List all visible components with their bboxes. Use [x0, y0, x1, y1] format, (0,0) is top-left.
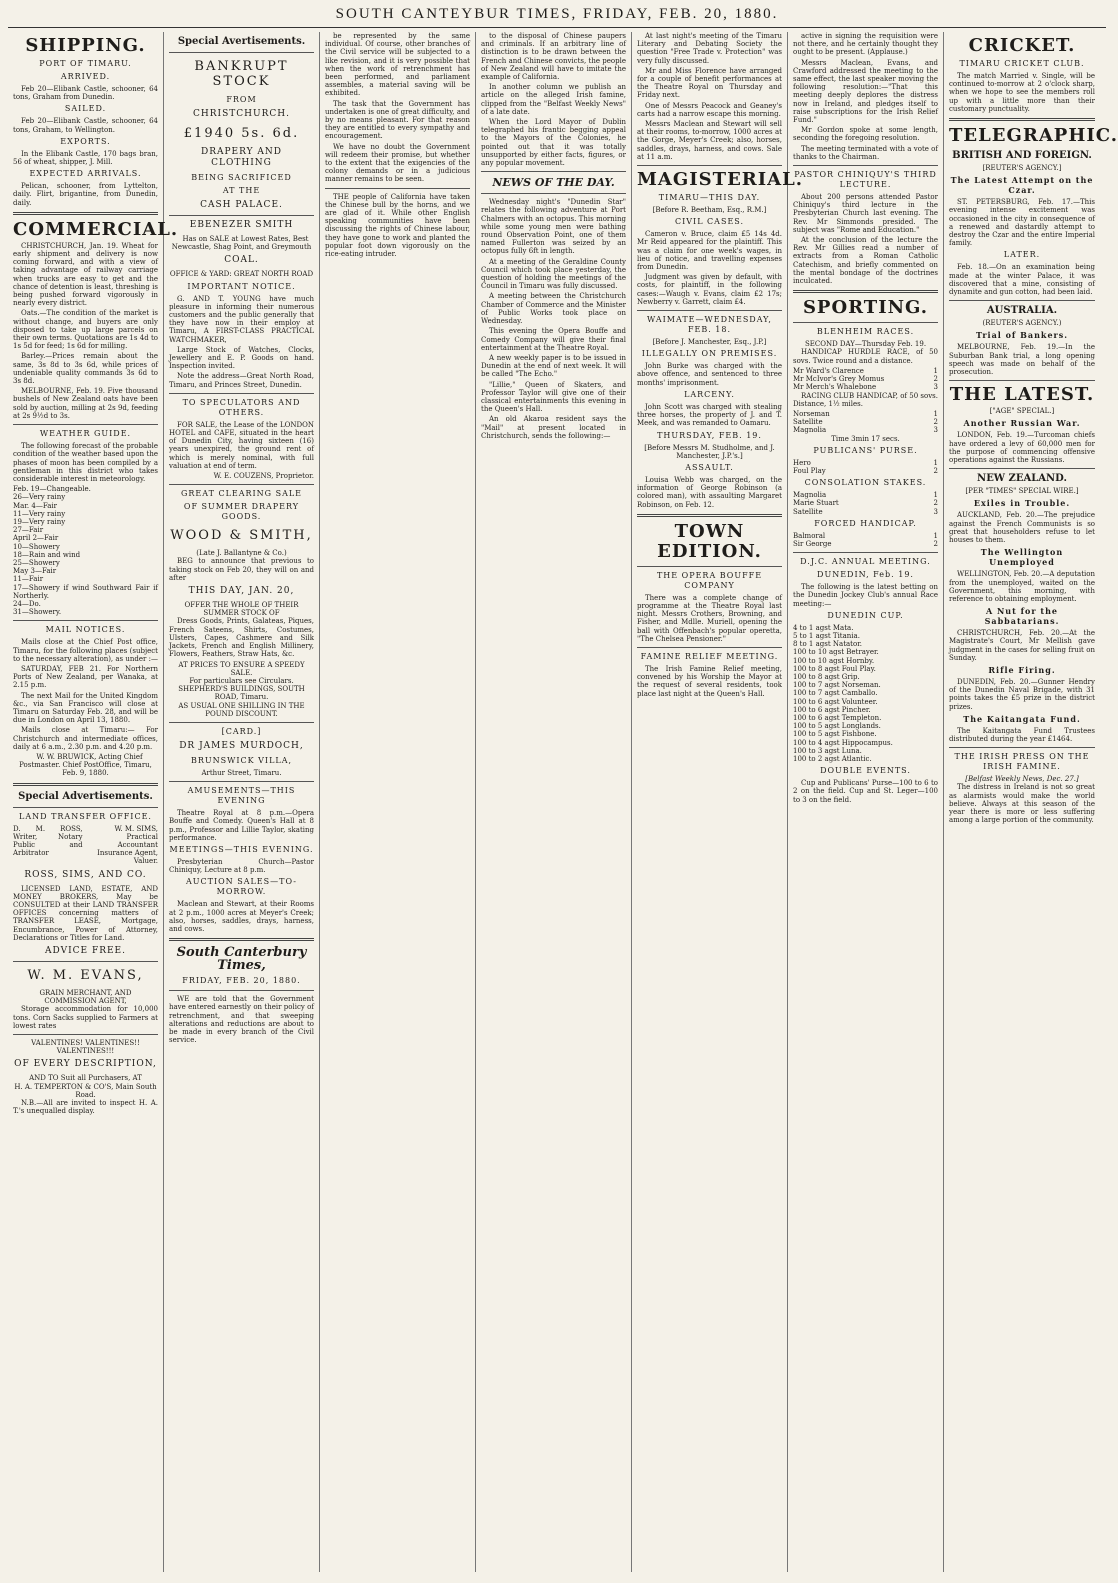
forced-results	[793, 532, 938, 548]
betting-item: 4 to 1 agst Mata.	[793, 623, 854, 632]
betting-list	[793, 624, 938, 763]
particulars: For particulars see Circulars.	[189, 676, 294, 685]
summer-drapery: OF SUMMER DRAPERY GOODS.	[183, 502, 300, 522]
djc-dateline: DUNEDIN, Feb. 19.	[817, 570, 914, 580]
mail-paragraph: Mails close at the Chief Post office, Timaru, for the following places (subject to the necessary alteration), as under :—	[13, 638, 158, 663]
weather-item: 11—Very rainy	[13, 509, 66, 518]
telegraphic-heading: TELEGRAPHIC.	[949, 125, 1118, 147]
article-paragraph: to the disposal of Chinese paupers and criminals. If an arbitrary line of distinction is to be drawn between the French and Chinese convicts, the people of New Zealand will have to imitate the example of California.	[481, 32, 626, 82]
article-paragraph: At last night's meeting of the Timaru Literary and Debating Society the question "Free Trade v. Protection" was very fully discussed.	[637, 32, 782, 65]
magisterial-paragraph: Cameron v. Bruce, claim £5 14s 4d. Mr Reid appeared for the plaintiff. This was a claim for one week's wages, in lieu of notice, and travelling expenses from Dunedin.	[637, 230, 782, 272]
ross-sims-paragraph: LICENSED LAND, ESTATE, AND MONEY BROKERS, May be CONSULTED at their LAND TRANSFER OFFICES concerning matters of TRANSFER LEASE, Mortgage, Encumbrance, Power of Attorney, Declarations or Titles for Land.	[13, 884, 158, 942]
betting-item: 100 to 2 agst Atlantic.	[793, 755, 872, 763]
dunedin-cup: DUNEDIN CUP.	[827, 610, 904, 620]
forced-heading: FORCED HANDICAP.	[814, 518, 917, 528]
irish-press-heading: THE IRISH PRESS ON THE IRISH FAMINE.	[954, 752, 1090, 772]
pastor-paragraph: At the conclusion of the lecture the Rev. Mr Gillies read a number of extracts from a Roman Catholic Catechism, and briefly commented on the mental bondage of the doctrines inculcated.	[793, 236, 938, 286]
paper-title: South Canterbury Times,	[176, 945, 307, 974]
news-paragraph: This evening the Opera Bouffe and Comedy Company will give their final entertainment at the Theatre Royal.	[481, 327, 626, 352]
valentines-heading: VALENTINES! VALENTINES!! VALENTINES!!!	[31, 1039, 140, 1056]
arrived-label: ARRIVED.	[60, 72, 111, 81]
drapery-label: DRAPERY AND CLOTHING	[200, 147, 282, 168]
expected-label: EXPECTED ARRIVALS.	[29, 169, 142, 179]
amusements-paragraph: Theatre Royal at 8 p.m.—Opera Bouffe and Comedy. Queen's Hall at 8 p.m., Professor and Lillie Taylor, skating performance.	[169, 809, 314, 842]
thursday-paragraph: Louisa Webb was charged, on the information of George Robinson (a colored man), with assaulting Margaret Robinson, on Feb. 12.	[637, 475, 782, 509]
waimate-heading: WAIMATE—WEDNESDAY, FEB. 18.	[647, 315, 772, 335]
sailed-label: SAILED.	[64, 104, 107, 114]
news-paragraph: Wednesday night's "Dunedin Star" relates the following adventure at Port Chalmers with an octopus. This morning while some young men were bathing round Observation Point, one of them named Fullerton was seized by an octopus fully 6ft in length.	[481, 198, 626, 256]
betting-item: 100 to 5 agst Longlands.	[793, 722, 881, 731]
placing: 1	[933, 366, 938, 375]
expected-text: Pelican, schooner, from Lyttelton, daily. Flirt, brigantine, from Dunedin, daily.	[13, 182, 158, 207]
commercial-heading: COMMERCIAL.	[13, 218, 179, 240]
weather-item: Feb. 19—Changeable.	[13, 485, 91, 494]
news-paragraph: At a meeting of the Geraldine County Council which took place yesterday, the question of holding the meetings of the Council in Timaru was fully discussed.	[481, 257, 626, 291]
weather-list	[13, 485, 158, 616]
brunswick-villa: BRUNSWICK VILLA,	[190, 755, 293, 765]
mail-paragraph: The next Mail for the United Kingdom &c., via San Francisco will close at Timaru on Saturday Feb. 28, and will be due in London on April 13, 1880.	[13, 691, 158, 725]
magisterial-paragraph: Judgment was given by default, with costs, for plaintiff, in the following cases:—Waugh v. Evans, claim £2 17s; Newberry v. Garrett, claim £4.	[637, 273, 782, 306]
arthur-street: Arthur Street, Timaru.	[201, 768, 282, 777]
article-paragraph: In another column we publish an article on the alleged Irish famine, clipped from the "Belfast Weekly News" of a late date.	[481, 83, 626, 116]
horse-name: Mr McIvor's Grey Momus	[793, 375, 885, 384]
special-ads-heading: Special Avertisements.	[177, 36, 306, 47]
every-description: OF EVERY DESCRIPTION,	[14, 1059, 157, 1070]
news-paragraph: An old Akaroa resident says the "Mail" at present located in Christchurch, sends the following:—	[481, 415, 626, 440]
weather-item: 26—Very rainy	[13, 493, 66, 502]
commercial-paragraph: MELBOURNE, Feb. 19. Five thousand bushels of New Zealand oats have been sold by auction, milling at 2s 9d, feeding at 2s 9½d to 3s.	[13, 387, 158, 420]
port-heading: PORT OF TIMARU.	[39, 59, 132, 68]
age-special: ["AGE" SPECIAL.]	[989, 407, 1055, 416]
divider	[481, 193, 626, 194]
divider	[13, 424, 158, 425]
leader-paragraph: THE people of California have taken the Chinese bull by the horns, and we are glad of it. While other English speaking communities have been discussing the rights of Chinese labour, they have gone to work and planted the popular foot down vigorously on the rice-eating intruder.	[325, 192, 470, 259]
horse-name: Sir George	[793, 539, 832, 548]
cricket-subheading: TIMARU CRICKET CLUB.	[959, 59, 1085, 68]
divider	[637, 566, 782, 567]
divider	[169, 215, 314, 216]
article-paragraph: Mr and Miss Florence have arranged for a couple of benefit performances at the Theatre Royal on Thursday and Friday next.	[637, 66, 782, 100]
article-paragraph: One of Messrs Peacock and Geaney's carts had a narrow escape this morning.	[637, 101, 782, 118]
betting-item: 100 to 10 agst Betrayer.	[793, 648, 879, 657]
hurdle-results	[793, 367, 938, 392]
cash-palace: CASH PALACE.	[200, 200, 283, 210]
card-label: [CARD.]	[221, 726, 262, 736]
ross-sims-heading: ROSS, SIMS, AND CO.	[24, 869, 147, 880]
young-paragraph: Large Stock of Watches, Clocks, Jewellery and E. P. Goods on hand. Inspection invited.	[169, 345, 314, 371]
race-result-row	[793, 467, 938, 475]
land-left: D. M. ROSS, Writer, Notary Public and Arbitrator	[13, 824, 83, 858]
amusements-heading: AMUSEMENTS—THIS EVENING	[187, 786, 296, 806]
placing: 3	[933, 383, 938, 392]
betting-item: 100 to 4 agst Hippocampus.	[793, 738, 893, 747]
magisterial-before: [Before R. Beetham, Esq., R.M.]	[652, 206, 767, 215]
race-result-row	[793, 426, 938, 434]
kaitangata-paragraph: The Kaitangata Fund Trustees distributed during the year £1464.	[949, 726, 1095, 743]
column-7	[944, 32, 1118, 1572]
race-result-row	[793, 532, 938, 540]
shilling-discount: AS USUAL ONE SHILLING IN THE POUND DISCOUNT.	[178, 701, 305, 718]
article-paragraph: Mr Gordon spoke at some length, seconding the foregoing resolution.	[793, 126, 938, 143]
mail-heading: MAIL NOTICES.	[45, 625, 126, 635]
unemployed-heading: The Wellington Unemployed	[980, 547, 1064, 568]
betting-item: 5 to 1 agst Titania.	[793, 631, 860, 640]
race-result-row	[793, 499, 938, 507]
article-paragraph: Messrs Maclean, Evans, and Crawford addressed the meeting to the same effect, the last speaker moving the following resolution:—"That this meeting deeply deplores the distress now in Ireland, and pledges itself to raise subscriptions for the Irish Relief Fund."	[793, 58, 938, 125]
kaitangata-heading: The Kaitangata Fund.	[963, 713, 1081, 724]
race-time: Time 3min 17 secs.	[831, 434, 900, 443]
belfast-source: [Belfast Weekly News, Dec. 27.]	[965, 775, 1079, 784]
consolation-results	[793, 491, 938, 516]
placing: 3	[933, 426, 938, 435]
news-paragraph: A meeting between the Christchurch Chamber of Commerce and the Minister of Public Works took place on Wednesday.	[481, 292, 626, 326]
leader-paragraph: WE are told that the Government have entered earnestly on their policy of retrenchment, and that sweeping alterations and reductions are about to be made in every branch of the Civil service.	[169, 995, 314, 1045]
mail-paragraph: Mails close at Timaru:— For Christchurch and intermediate offices, daily at 6 a.m., 2.30 p.m. and 4.20 p.m.	[13, 726, 158, 751]
divider	[325, 188, 470, 189]
evans-paragraph: Storage accommodation for 10,000 tons. Corn Sacks supplied to Farmers at lowest rates	[13, 1005, 158, 1030]
pastor-paragraph: About 200 persons attended Pastor Chiniquy's third lecture in the Presbyterian Church last evening. The Rev. Mr Simmonds presided. The subject was "Rome and Education."	[793, 193, 938, 234]
meetings-paragraph: Presbyterian Church—Pastor Chiniquy, Lecture at 8 p.m.	[169, 857, 314, 875]
offer-label: OFFER THE WHOLE OF THEIR SUMMER STOCK OF	[184, 601, 299, 618]
weather-paragraph: The following forecast of the probable condition of the weather based upon the phases of moon has been compiled by a gentleman in this district who takes considerable interest in meteorology.	[13, 442, 158, 483]
divider	[169, 52, 314, 53]
weather-item: 27—Fair	[13, 526, 44, 535]
news-paragraph: "Lillie," Queen of Skaters, and Professor Taylor will give one of their classical entertainments this evening in the Queen's Hall.	[481, 380, 626, 414]
exports-text: In the Elibank Castle, 170 bags bran, 56 of wheat, shipper, J. Mill.	[13, 149, 158, 167]
divider	[13, 620, 158, 621]
divider	[949, 300, 1095, 301]
divider	[637, 310, 782, 311]
weather-heading: WEATHER GUIDE.	[39, 429, 132, 439]
divider	[793, 290, 938, 293]
clearing-sale: GREAT CLEARING SALE	[180, 489, 303, 499]
russian-paragraph: LONDON, Feb. 19.—Turcoman chiefs have ordered a levy of 60,000 men for the purpose of commencing offensive operations against the Russians.	[949, 431, 1095, 465]
placing: 1	[933, 531, 938, 540]
pastor-heading: PASTOR CHINIQUY'S THIRD LECTURE.	[794, 170, 937, 190]
exports-label: EXPORTS.	[60, 136, 111, 146]
suit-purchasers: AND TO Suit all Purchasers, AT	[29, 1074, 142, 1083]
civil-cases: CIVIL CASES.	[674, 217, 745, 227]
goods-paragraph: Dress Goods, Prints, Galateas, Piques, French Sateens, Shirts, Costumes, Ulsters, Capes, Cashmere and Silk Jackets, French and English Millinery, Flowers, Feathers, Straw Hats, &c.	[169, 617, 314, 659]
mail-paragraph: SATURDAY, FEB 21. For Northern Ports of New Zealand, per Wanaka, at 2.15 p.m.	[13, 664, 158, 690]
czar-paragraph: ST. PETERSBURG, Feb. 17.—This evening intense excitement was occasioned in the city in consequence of a renewed and dastardly attempt to destroy the Czar and the entire Imperial family.	[949, 198, 1095, 248]
consolation-heading: CONSOLATION STAKES.	[804, 478, 927, 488]
auction-heading: AUCTION SALES—TO-MORROW.	[185, 877, 298, 897]
divider	[637, 165, 782, 166]
amount: £1940 5s. 6d.	[183, 126, 300, 141]
race-result-row	[793, 491, 938, 499]
race-result-row	[793, 508, 938, 516]
bankrupt-stock: BANKRUPT STOCK	[194, 59, 289, 89]
betting-item: 100 to 7 agst Camballo.	[793, 689, 878, 698]
divider	[949, 468, 1095, 469]
opera-heading: THE OPERA BOUFFE COMPANY	[656, 570, 763, 590]
divider	[637, 514, 782, 517]
divider	[637, 647, 782, 648]
betting-item: 100 to 8 agst Foul Play.	[793, 664, 876, 673]
placing: 2	[933, 466, 938, 475]
race-result-row	[793, 459, 938, 467]
race-result-row	[793, 383, 938, 391]
betting-item: 100 to 10 agst Hornby.	[793, 656, 875, 665]
famine-paragraph: The Irish Famine Relief meeting, convened by his Worship the Mayor at the request of several residents, took place last night at the Queen's Hall.	[637, 664, 782, 698]
sabbatarians-paragraph: CHRISTCHURCH, Feb. 20.—At the Magistrate's Court, Mr Mellish gave judgment in the cases for selling fruit on Sunday.	[949, 629, 1095, 662]
bankers-paragraph: MELBOURNE, Feb. 19.—In the Suburban Bank trial, a long opening speech was made on behalf of the prosecution.	[949, 343, 1095, 377]
land-transfer-heading: LAND TRANSFER OFFICE.	[19, 811, 152, 821]
sabbatarians-heading: A Nut for the Sabbatarians.	[984, 606, 1060, 627]
news-paragraph: A new weekly paper is to be issued in Dunedin at the end of next week. It will be called "The Echo."	[481, 353, 626, 379]
betting-item: 100 to 5 agst Fishbone.	[793, 730, 877, 739]
horse-name: Mr Merch's Whalebone	[793, 383, 877, 392]
sporting-heading: SPORTING.	[802, 297, 929, 319]
land-transfer-names	[13, 825, 158, 866]
cricket-paragraph: The match Married v. Single, will be continued to-morrow at 2 o'clock sharp, when we hope to see the members roll up with a little more than their customary punctuality.	[949, 72, 1095, 113]
being-sacrificed: BEING SACRIFICED	[191, 173, 292, 182]
leader-paragraph: We have no doubt the Government will redeem their promise, but whether to the extent that the exigencies of the colony demands or in a judicious manner remains to be seen.	[325, 142, 470, 184]
horse-name: Mr Ward's Clarence	[793, 366, 864, 375]
divider	[169, 393, 314, 394]
race-result-row	[793, 367, 938, 375]
weather-item: 17—Showery if wind Southward Fair if Northerly.	[13, 583, 158, 600]
important-notice: IMPORTANT NOTICE.	[187, 281, 296, 291]
placing: 3	[933, 507, 938, 516]
paper-date: FRIDAY, FEB. 20, 1880.	[182, 976, 301, 986]
race-result-row	[793, 410, 938, 418]
divider	[949, 118, 1095, 121]
russian-heading: Another Russian War.	[963, 418, 1081, 429]
divider	[13, 212, 158, 215]
columns	[8, 32, 1118, 1572]
club-handicap: RACING CLUB HANDICAP, of 50 sovs. Distance, 1½ miles.	[793, 391, 938, 408]
blenheim-heading: BLENHEIM RACES.	[816, 327, 915, 337]
magisterial-heading: MAGISTERIAL.	[637, 169, 804, 191]
weather-item: April 2—Fair	[13, 534, 59, 543]
commercial-paragraph: Barley.—Prices remain about the same, 3s 8d to 3s 6d, while prices of undeniable quality commands 3s 6d to 3s 8d.	[13, 352, 158, 386]
couzens-signature: W. E. COUZENS, Proprietor.	[213, 472, 314, 481]
nz-heading: NEW ZEALAND.	[977, 473, 1067, 485]
weather-item: 10—Showery	[13, 542, 60, 551]
article-paragraph: Messrs Maclean and Stewart will sell at their rooms, to-morrow, 1000 acres at the Gorge, Meyer's Creek; also, horses, saddles, drays, harness, and cows. Sale at 11 a.m.	[637, 120, 782, 161]
exiles-heading: Exiles in Trouble.	[973, 498, 1071, 509]
race-result-row	[793, 418, 938, 426]
famine-heading: FAMINE RELIEF MEETING.	[640, 651, 779, 661]
betting-item: 8 to 1 agst Natator.	[793, 640, 863, 649]
horse-name: Magnolia	[793, 491, 827, 500]
wood-smith-heading: WOOD & SMITH,	[170, 528, 313, 544]
weather-item: 19—Very rainy	[13, 517, 66, 526]
column-4	[476, 32, 632, 1572]
divider	[949, 747, 1095, 748]
sailed-text: Feb 20—Elibank Castle, schooner, 64 tons, Graham, to Wellington.	[13, 117, 158, 134]
smith-heading: EBENEZER SMITH	[189, 220, 294, 230]
opera-paragraph: There was a complete change of programme at the Theatre Royal last night. Messrs Crothers, Browning, and Fisher, and Mdlle. Muriell, opening the ball with Offenbach's popular operetta, "The Chelsea Pensioner."	[637, 593, 782, 643]
shipping-heading: SHIPPING.	[25, 35, 146, 56]
per-times: [PER "TIMES" SPECIAL WIRE.]	[965, 487, 1079, 496]
later-heading: LATER.	[1003, 250, 1041, 260]
meetings-heading: MEETINGS—THIS EVENING.	[169, 844, 314, 854]
divider	[949, 380, 1095, 381]
thursday-heading: THURSDAY, FEB. 19.	[657, 430, 762, 440]
divider	[13, 807, 158, 808]
djc-heading: D.J.C. ANNUAL MEETING.	[800, 557, 931, 567]
larceny-heading: LARCENY.	[684, 389, 735, 399]
column-1	[8, 32, 179, 1572]
weather-item: May 3—Fair	[13, 567, 57, 576]
race-result-row	[793, 375, 938, 383]
rifle-paragraph: DUNEDIN, Feb. 20.—Gunner Hendry of the Dunedin Naval Brigade, with 31 points takes the £5 prize in the district prizes.	[949, 677, 1095, 711]
rifle-heading: Rifle Firing.	[988, 664, 1056, 675]
illegal-heading: ILLEGALLY ON PREMISES.	[641, 349, 778, 359]
australia-heading: AUSTRALIA.	[986, 305, 1058, 317]
waimate-paragraph: John Burke was charged with the above offence, and sentenced to three months' imprisonment.	[637, 362, 782, 387]
weather-item: 18—Rain and wind	[13, 550, 81, 559]
wood-smith-paragraph: BEG to announce that previous to taking stock on Feb 20, they will on and after	[169, 557, 314, 582]
horse-name: Balmoral	[793, 531, 826, 540]
divider	[13, 961, 158, 962]
placing: 1	[933, 409, 938, 418]
publicans-results	[793, 459, 938, 475]
masthead: SOUTH CANTEYBUR TIMES, FRIDAY, FEB. 20, 1880.	[8, 6, 1106, 28]
betting-item: 100 to 6 agst Templeton.	[793, 713, 882, 722]
speculators-heading: TO SPECULATORS AND OTHERS.	[182, 397, 301, 417]
placing: 1	[933, 491, 938, 500]
bankers-heading: Trial of Bankers.	[975, 330, 1069, 341]
leader-paragraph: be represented by the same individual. Of course, other branches of the Civil service will be subjected to a like revision, and it is very possible that when the work of retrenchment has been performed, and parliament assembles, a material saving will be exhibited.	[325, 32, 470, 98]
placing: 2	[933, 539, 938, 548]
second-day: SECOND DAY—Thursday Feb. 19.	[804, 340, 927, 349]
cricket-heading: CRICKET.	[968, 35, 1076, 56]
young-paragraph: G. AND T. YOUNG have much pleasure in informing their numerous customers and the public generally that they have now in their employ at Timaru, A FIRST-CLASS PRACTICAL WATCHMAKER,	[169, 294, 314, 344]
article-paragraph: active in signing the requisition were not there, and he certainly thought they ought to be present. (Applause.)	[793, 32, 938, 57]
divider	[793, 322, 938, 323]
weather-item: 25—Showery	[13, 558, 60, 567]
town-edition-heading: TOWN EDITION.	[657, 520, 762, 562]
divider	[793, 552, 938, 553]
horse-name: Marie Stuart	[793, 499, 839, 508]
djc-paragraph: The following is the latest betting on the Dunedin Jockey Club's annual Race meeting:—	[793, 583, 938, 608]
waimate-paragraph: John Scott was charged with stealing three horses, the property of J. and T. Meek, and was remanded to Oamaru.	[637, 402, 782, 428]
irish-paragraph: The distress in Ireland is not so great as alarmists would make the world believe. Always at this season of the year there is more or less suffering among a large portion of the community.	[949, 783, 1095, 825]
commercial-paragraph: CHRISTCHURCH, Jan. 19. Wheat for early shipment and delivery is now coming forward, and with a view of taking advantage of railway carriage when trucks are easy to get and the chance of detention is least, threshing is being pushed forward vigorously in nearly every district.	[13, 241, 158, 308]
reuters-label: (REUTER'S AGENCY.)	[982, 319, 1062, 328]
horse-name: Hero	[793, 458, 811, 467]
race-result-row	[793, 540, 938, 548]
horse-name: Satellite	[793, 507, 823, 516]
horse-name: Satellite	[793, 418, 823, 427]
from-label: FROM	[226, 95, 257, 104]
weather-item: Mar. 4—Fair	[13, 501, 57, 510]
divider	[169, 722, 314, 723]
auction-paragraph: Maclean and Stewart, at their Rooms at 2 p.m., 1000 acres at Meyer's Creek; also, horses, saddles, drays, harness, and cows.	[169, 900, 314, 933]
article-paragraph: The meeting terminated with a vote of thanks to the Chairman.	[793, 144, 938, 161]
special-ads-heading: Special Advertisements.	[18, 790, 153, 802]
column-2	[164, 32, 320, 1572]
thursday-before: [Before Messrs M. Studholme, and J. Manchester, J.P.'s.]	[644, 443, 775, 460]
at-the: AT THE	[222, 186, 261, 195]
article-paragraph: When the Lord Mayor of Dublin telegraphed his frantic begging appeal to the Mayors of the Colonies, he pointed out that it was totally unsupported by either facts, figures, or any popular movement.	[481, 118, 626, 168]
publicans-heading: PUBLICANS' PURSE.	[813, 445, 918, 455]
divider	[169, 781, 314, 782]
british-foreign: BRITISH AND FOREIGN.	[952, 150, 1092, 162]
prices-label: AT PRICES TO ENSURE A SPEEDY SALE.	[178, 660, 305, 677]
divider	[169, 938, 314, 941]
horse-name: Norseman	[793, 409, 830, 418]
magisterial-subheading: TIMARU—THIS DAY.	[658, 193, 761, 203]
assault-heading: ASSAULT.	[685, 462, 734, 472]
leader-paragraph: The task that the Government has undertaken is one of great difficulty, and by no means pleasant. For that reason they are entitled to every sympathy and encouragement.	[325, 99, 470, 141]
weather-item: 24—Do.	[13, 599, 41, 608]
placing: 2	[933, 375, 938, 384]
coal-label: COAL.	[224, 255, 259, 266]
weather-item: 31—Showery.	[13, 608, 62, 617]
hurdle-race: HANDICAP HURDLE RACE, of 50 sovs. Twice round and a distance.	[793, 348, 938, 365]
divider	[481, 171, 626, 172]
placing: 2	[933, 499, 938, 508]
exiles-paragraph: AUCKLAND, Feb. 20.—The prejudice against the French Communists is so great that householders refuse to let houses to them.	[949, 511, 1095, 545]
horse-name: Foul Play	[793, 466, 826, 475]
placing: 2	[933, 418, 938, 427]
double-paragraph: Cup and Publicans' Purse—100 to 6 to 2 on the field. Cup and St. Leger—100 to 3 on the field.	[793, 779, 938, 804]
column-6	[788, 32, 944, 1572]
divider	[13, 783, 158, 786]
young-address: Note the address—Great North Road, Timaru, and Princes Street, Dunedin.	[169, 372, 314, 389]
office-yard: OFFICE & YARD: GREAT NORTH ROAD	[169, 270, 314, 279]
reuters-label: [REUTER'S AGENCY.]	[982, 164, 1062, 173]
smith-paragraph: Has on SALE at Lowest Rates, Best Newcastle, Shag Point, and Greymouth	[171, 235, 312, 252]
czar-heading: The Latest Attempt on the Czar.	[950, 175, 1094, 196]
latest-heading: THE LATEST.	[949, 384, 1095, 406]
news-heading: NEWS OF THE DAY.	[492, 176, 615, 190]
placing: 1	[933, 458, 938, 467]
waimate-before: [Before J. Manchester, Esq., J.P.]	[652, 338, 767, 347]
betting-item: 100 to 6 agst Volunteer.	[793, 697, 878, 706]
nb-note: N.B.—All are invited to inspect H. A. T.'s unequalled display.	[13, 1099, 158, 1116]
christchurch-label: CHRISTCHURCH.	[193, 109, 290, 119]
weather-item: 11—Fair	[13, 575, 44, 584]
advice-free: ADVICE FREE.	[45, 946, 126, 957]
divider	[793, 165, 938, 166]
evans-heading: W. M. EVANS,	[27, 968, 144, 984]
this-day: THIS DAY, JAN. 20,	[188, 586, 295, 597]
divider	[169, 484, 314, 485]
club-results	[793, 410, 938, 435]
betting-item: 100 to 7 agst Norseman.	[793, 681, 881, 690]
later-paragraph: Feb. 18.—On an examination being made at the winter Palace, it was discovered that a mine, consisting of dynamite and gun cotton, had been laid.	[949, 263, 1095, 297]
commercial-paragraph: Oats.—The condition of the market is without change, and buyers are only disposed to take up large parcels on their own terms. Quotations are 1s 4d to 1s 5d for feed; 1s 6d for milling.	[13, 309, 158, 351]
murdoch-heading: DR JAMES MURDOCH,	[179, 740, 304, 751]
double-events: DOUBLE EVENTS.	[820, 766, 911, 776]
betting-item: 100 to 6 agst Pincher.	[793, 705, 871, 714]
speculators-paragraph: FOR SALE, the Lease of the LONDON HOTEL and CAFE, situated in the heart of Dunedin City, having sixteen (16) years unexpired, the ground rent of which is merely nominal, with full valuation at end of term.	[169, 420, 314, 470]
betting-item: 100 to 3 agst Luna.	[793, 746, 862, 755]
column-3	[320, 32, 476, 1572]
land-right: W. M. SIMS, Practical Accountant Insurance Agent, Valuer.	[97, 824, 158, 866]
horse-name: Magnolia	[793, 426, 827, 435]
betting-item: 100 to 8 agst Grip.	[793, 672, 860, 681]
postmaster-signature: W. W. BRUWICK, Acting Chief Postmaster. Chief PostOffice, Timaru, Feb. 9, 1880.	[19, 753, 152, 778]
arrived-text: Feb 20—Elibank Castle, schooner, 64 tons, Graham from Dunedin.	[13, 85, 158, 102]
evans-subheading: GRAIN MERCHANT, AND COMMISSION AGENT,	[39, 989, 132, 1006]
temperton-name: H. A. TEMPERTON & CO'S, Main South Road.	[14, 1082, 157, 1099]
wood-smith-late: (Late J. Ballantyne & Co.)	[196, 549, 287, 558]
divider	[13, 1034, 158, 1035]
unemployed-paragraph: WELLINGTON, Feb. 20.—A deputation from the unemployed, waited on the Government, this morning, with reference to obtaining employment.	[949, 570, 1095, 603]
shepherd-buildings: SHEPHERD'S BUILDINGS, SOUTH ROAD, Timaru.	[178, 685, 305, 702]
divider	[169, 990, 314, 991]
